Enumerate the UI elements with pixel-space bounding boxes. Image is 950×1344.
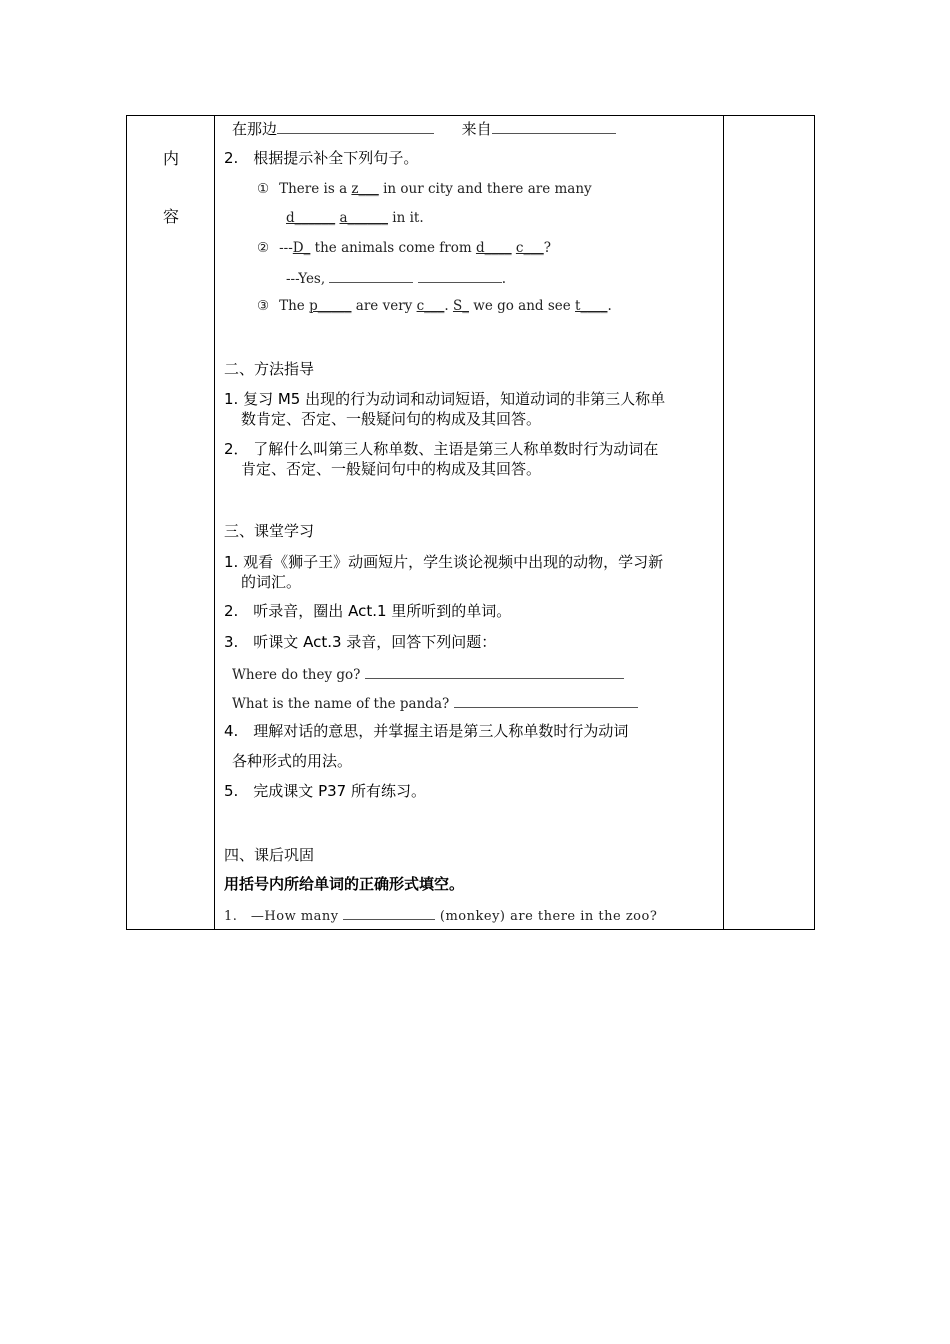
s3-line-3: 3. 听课文 Act.3 录音，回答下列问题： [224,633,497,651]
hint-D: D_ [292,240,311,256]
s2-line-2a: 2． 了解什么叫第三人称单数、主语是第三人称单数时行为动词在 [224,440,659,458]
side-label-char-1: 内 [162,149,179,168]
text: the animals come from [310,240,476,256]
blank-over-there[interactable] [277,119,434,134]
hint-a: a______ [339,210,389,226]
text: ? [543,240,551,256]
hint-z: z___ [351,181,379,197]
s3-line-2: 2. 听录音，圈出 Act.1 里所听到的单词。 [224,602,512,620]
text: What is the name of the panda? [232,696,454,712]
section-2-title: 二、方法指导 [224,360,315,378]
q2-title: 2. 根据提示补全下列句子。 [224,149,419,167]
s3-question-1 [232,664,624,684]
text: (monkey) are there in the zoo? [435,909,658,924]
text: are very [351,298,417,314]
text: ---Yes, [286,271,330,287]
s2-line-2b: 肯定、否定、一般疑问句中的构成及其回答。 [241,460,542,478]
hint-p: p_____ [309,298,352,314]
marker-1: ① [257,181,270,197]
marker-3: ③ [257,298,270,314]
hint-c: c___ [515,240,544,256]
s4-exercise-1 [224,905,657,926]
s3-question-2 [232,693,638,713]
s3-line-1a: 1. 观看《狮子王》动画短片，学生谈论视频中出现的动物，学习新 [224,553,664,571]
text: The [279,298,310,314]
text: . [501,271,507,287]
text: There is a [279,181,352,197]
hint-t: t____ [575,298,608,314]
text: in it. [388,210,424,226]
q2-item-2b [286,268,506,288]
hint-S: S_ [452,298,469,314]
content-column [215,116,724,929]
text: . [607,298,612,314]
blank-yes-2[interactable] [418,268,502,283]
section-4-title: 四、课后巩固 [224,846,315,864]
blank-come-from[interactable] [492,119,616,134]
blank-monkey[interactable] [343,905,435,920]
s4-subtitle: 用括号内所给单词的正确形式填空。 [224,875,465,893]
blank-panda-name[interactable] [454,693,638,708]
q2-item-1b [286,209,424,227]
s2-line-1a: 1. 复习 M5 出现的行为动词和动词短语，知道动词的非第三人称单 [224,390,666,408]
hint-c2: c___ [416,298,445,314]
lesson-table [126,115,815,930]
text: in our city and there are many [378,181,592,197]
hint-d: d______ [286,210,336,226]
text: . [444,298,453,314]
s3-line-1b: 的词汇。 [241,573,302,591]
side-label-char-2: 容 [162,207,179,226]
text: Where do they go? [232,667,365,683]
s3-line-4a: 4. 理解对话的意思，并掌握主语是第三人称单数时行为动词 [224,722,629,740]
s2-line-1b: 数肯定、否定、一般疑问句的构成及其回答。 [241,410,542,428]
text: --- [279,240,293,256]
blank-where-go[interactable] [365,664,624,679]
s3-line-5: 5. 完成课文 P37 所有练习。 [224,782,426,800]
marker-2: ② [257,240,270,256]
label-over-there: 在那边 [232,120,278,138]
label-come-from: 来自 [461,120,492,138]
q2-item-3 [257,297,612,315]
text: we go and see [468,298,576,314]
q2-item-2 [257,239,551,257]
text: 1. —How many [224,909,344,924]
section-3-title: 三、课堂学习 [224,522,315,540]
q2-item-1 [257,180,592,198]
hint-d2: d____ [475,240,512,256]
top-line [232,119,616,138]
blank-yes-1[interactable] [329,268,413,283]
s3-line-4b: 各种形式的用法。 [232,752,353,770]
